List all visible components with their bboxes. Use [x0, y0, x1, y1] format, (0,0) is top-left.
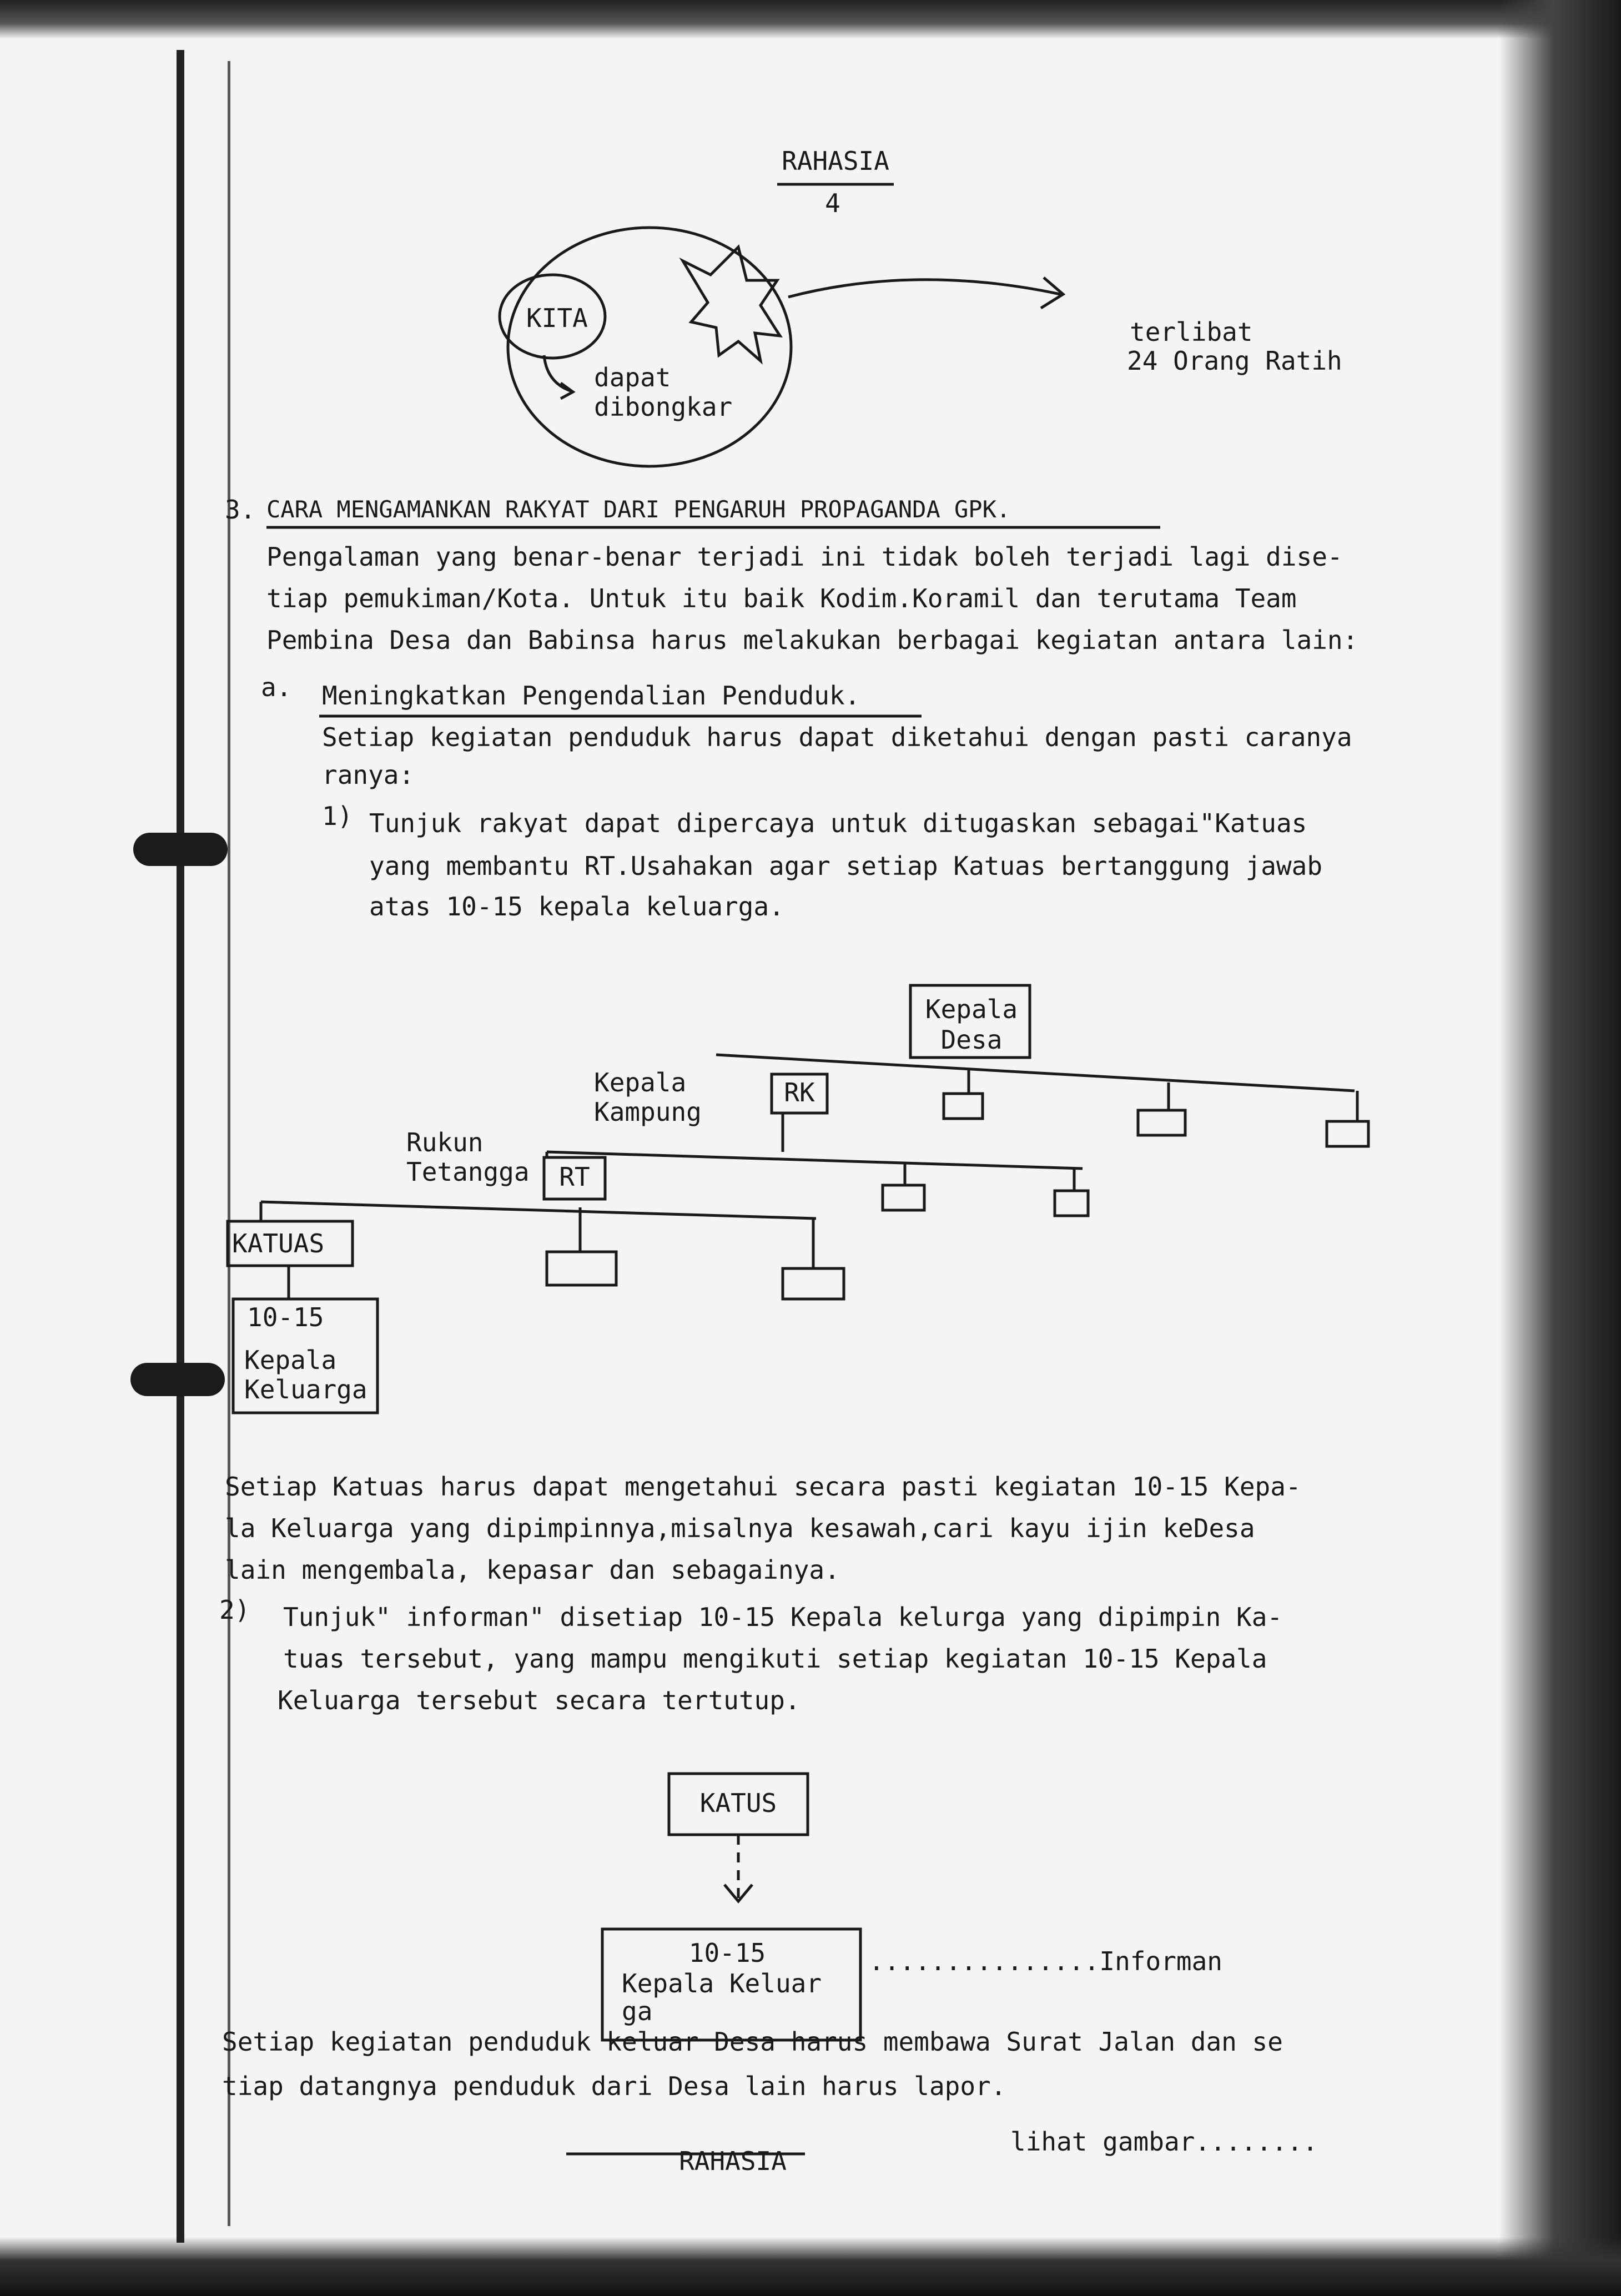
star-burst [683, 247, 780, 361]
katuas-sibling-box [547, 1252, 616, 1285]
informan-dots-label: ...............Informan [869, 1946, 1222, 1976]
rk-label: RK [784, 1077, 815, 1107]
item-a-heading: Meningkatkan Pengendalian Penduduk. [322, 681, 860, 711]
classification-footer: RAHASIA [679, 2146, 787, 2176]
point-1-line-2: yang membantu RT.Usahakan agar setiap Katuas bertanggung jawab [369, 851, 1323, 881]
katuas-sibling-box [783, 1268, 844, 1299]
terlibat-note: terlibat [1130, 317, 1253, 347]
kepala-kampung-label-2: Kampung [594, 1097, 702, 1127]
classification-header: RAHASIA [782, 146, 889, 176]
item-a-marker: a. [261, 672, 292, 702]
item-a-line-2: ranya: [322, 760, 415, 790]
rk-sibling-box [1327, 1121, 1368, 1146]
point-1-marker: 1) [322, 801, 353, 831]
intro-line-2: tiap pemukiman/Kota. Untuk itu baik Kodim.Koramil dan terutama Team [266, 583, 1297, 613]
katus-label: KATUS [699, 1788, 777, 1818]
rukun-tetangga-label-2: Tetangga [406, 1157, 530, 1187]
intro-line-1: Pengalaman yang benar-benar terjadi ini tidak boleh terjadi lagi dise- [266, 542, 1343, 572]
informan-box-line-2: Kepala Keluar [622, 1968, 822, 1998]
kampung-branch-line [547, 1152, 1083, 1169]
rt-label: RT [559, 1162, 590, 1192]
point-2-line-2: tuas tersebut, yang mampu mengikuti setiap kegiatan 10-15 Kepala [283, 1644, 1267, 1674]
rt-sibling-box [883, 1185, 924, 1210]
keluarga-line-3: Keluarga [244, 1374, 368, 1404]
orang-ratih-note: 24 Orang Ratih [1127, 346, 1342, 376]
point-1-line-3: atas 10-15 kepala keluarga. [369, 892, 784, 922]
point-2-line-1: Tunjuk" informan" disetiap 10-15 Kepala kelurga yang dipimpin Ka- [283, 1602, 1283, 1632]
keluarga-line-2: Kepala [244, 1345, 337, 1375]
rk-sibling-box [944, 1094, 983, 1119]
kepala-desa-line-1: Kepala [925, 994, 1018, 1024]
informan-box-line-3: ga [622, 1996, 653, 2026]
kepala-kampung-label-1: Kepala [594, 1068, 687, 1097]
section-heading: CARA MENGAMANKAN RAKYAT DARI PENGARUH PROPAGANDA GPK. [266, 496, 1011, 523]
kepala-desa-line-2: Desa [940, 1025, 1003, 1055]
page-number: 4 [825, 188, 840, 218]
see-figure-note: lihat gambar........ [1010, 2127, 1318, 2157]
katuas-paragraph-line-3: lain mengembala, kepasar dan sebagainya. [225, 1555, 840, 1585]
point-1-line-1: Tunjuk rakyat dapat dipercaya untuk ditugaskan sebagai"Katuas [369, 808, 1307, 838]
katuas-label: KATUAS [232, 1228, 325, 1258]
point-2-line-3: Keluarga tersebut secara tertutup. [278, 1685, 801, 1715]
katuas-paragraph-line-2: la Keluarga yang dipimpinnya,misalnya kesawah,cari kayu ijin keDesa [225, 1513, 1255, 1543]
point-2-marker: 2) [219, 1595, 250, 1625]
item-a-line-1: Setiap kegiatan penduduk harus dapat diketahui dengan pasti caranya [322, 722, 1352, 752]
rukun-tetangga-label-1: Rukun [406, 1127, 484, 1157]
intro-line-3: Pembina Desa dan Babinsa harus melakukan berbagai kegiatan antara lain: [266, 625, 1358, 655]
dibongkar-label: dibongkar [594, 392, 733, 422]
katuas-paragraph-line-1: Setiap Katuas harus dapat mengetahui secara pasti kegiatan 10-15 Kepa- [225, 1472, 1301, 1502]
closing-line-2: tiap datangnya penduduk dari Desa lain harus lapor. [222, 2071, 1006, 2101]
informan-box-line-1: 10-15 [688, 1938, 766, 1968]
section-number: 3. [225, 495, 256, 525]
keluarga-line-1: 10-15 [247, 1302, 324, 1332]
rt-sibling-box [1055, 1191, 1088, 1216]
tetangga-branch-line [261, 1202, 816, 1219]
rk-sibling-box [1138, 1110, 1185, 1135]
kita-label: KITA [526, 303, 588, 333]
outer-circle [508, 228, 791, 466]
closing-line-1: Setiap kegiatan penduduk keluar Desa harus membawa Surat Jalan dan se [222, 2027, 1283, 2057]
long-arrow [788, 280, 1060, 297]
dibongkar-arrow [544, 355, 572, 391]
dapat-label: dapat [594, 362, 671, 392]
